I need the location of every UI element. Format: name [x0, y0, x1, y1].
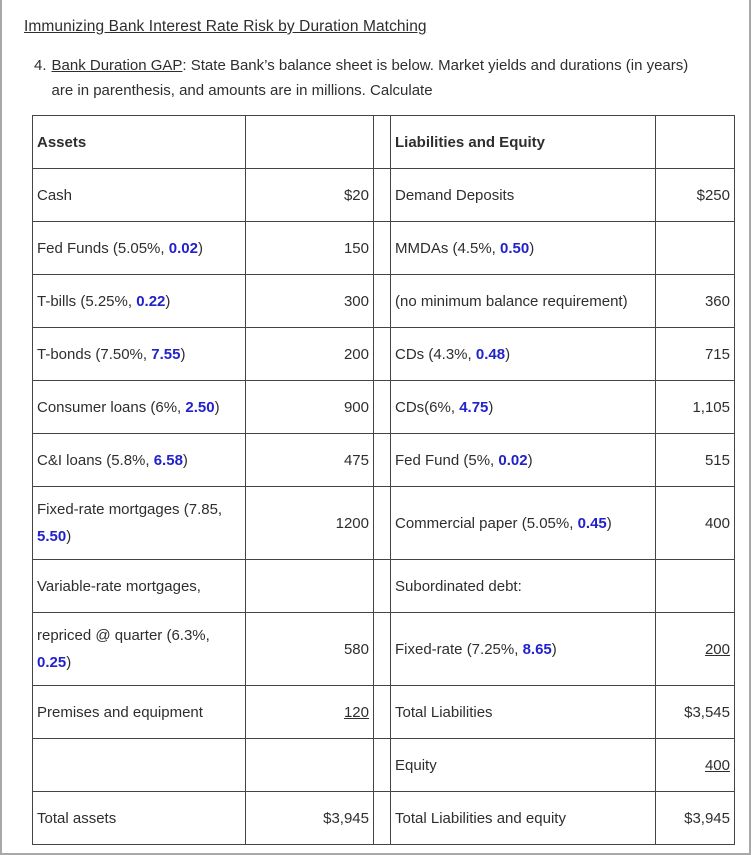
- liability-amount-cell: [656, 381, 735, 434]
- spacer-cell: [374, 739, 391, 792]
- asset-label-cell: Fed Funds (5.05%, 0.02): [33, 222, 246, 275]
- liabilities-header: Liabilities and Equity: [391, 116, 656, 169]
- liability-amount-cell: [656, 434, 735, 487]
- table-row: [33, 434, 735, 487]
- amount-value: 900: [343, 398, 369, 416]
- spacer-cell: [374, 792, 391, 845]
- asset-amount-cell: [246, 381, 374, 434]
- amount-value: 475: [343, 451, 369, 469]
- table-row: [33, 328, 735, 381]
- duration-value: 5.50: [37, 528, 67, 545]
- table-row: [33, 169, 735, 222]
- table-row: [33, 487, 735, 560]
- spacer-cell: [374, 487, 391, 560]
- liability-label-cell: Subordinated debt:: [391, 560, 656, 613]
- table-row: [33, 792, 735, 845]
- liability-label-cell: Fed Fund (5%, 0.02): [391, 434, 656, 487]
- amount-value: 715: [704, 345, 730, 363]
- liability-label-cell: Demand Deposits: [391, 169, 656, 222]
- spacer-cell: [374, 328, 391, 381]
- amount-value: 580: [343, 640, 369, 658]
- table-row: [33, 560, 735, 613]
- problem-text-line2: are in parenthesis, and amounts are in millions. Calculate: [51, 82, 433, 99]
- amount-value: 150: [343, 239, 369, 257]
- asset-amount-cell: [246, 328, 374, 381]
- asset-amount-cell: [246, 434, 374, 487]
- assets-header: Assets: [33, 116, 246, 169]
- duration-value: 0.50: [500, 239, 530, 257]
- amount-value: 400: [704, 756, 730, 774]
- duration-value: 2.50: [185, 398, 215, 416]
- duration-value: 0.25: [37, 654, 67, 671]
- asset-label-cell: [33, 739, 246, 792]
- balance-sheet-body: [33, 169, 735, 845]
- amount-value: $250: [696, 186, 730, 204]
- spacer-cell: [374, 434, 391, 487]
- problem-label: Bank Duration GAP: [51, 57, 183, 74]
- asset-amount-cell: [246, 739, 374, 792]
- table-header-row: [33, 116, 735, 169]
- asset-amount-cell: [246, 560, 374, 613]
- asset-amount-cell: [246, 275, 374, 328]
- duration-value: 0.02: [168, 239, 198, 257]
- duration-value: 0.22: [136, 292, 166, 310]
- liability-label-cell: CDs (4.3%, 0.48): [391, 328, 656, 381]
- assets-amount-header: [246, 116, 374, 169]
- spacer-cell: [374, 275, 391, 328]
- table-row: [33, 381, 735, 434]
- balance-sheet-table: [32, 115, 735, 845]
- asset-label-cell: T-bonds (7.50%, 7.55): [33, 328, 246, 381]
- amount-value: 360: [704, 292, 730, 310]
- problem-statement: [34, 53, 719, 103]
- asset-amount-cell: [246, 792, 374, 845]
- amount-value: 200: [704, 640, 730, 658]
- amount-value: 1200: [335, 514, 369, 532]
- spacer-cell: [374, 169, 391, 222]
- duration-value: 8.65: [522, 640, 552, 658]
- asset-amount-cell: [246, 487, 374, 560]
- amount-value: $3,945: [684, 809, 730, 827]
- table-row: [33, 739, 735, 792]
- asset-label-cell: C&I loans (5.8%, 6.58): [33, 434, 246, 487]
- liability-amount-cell: [656, 792, 735, 845]
- amount-value: 400: [704, 514, 730, 532]
- liability-amount-cell: [656, 169, 735, 222]
- table-row: [33, 222, 735, 275]
- liability-label-cell: MMDAs (4.5%, 0.50): [391, 222, 656, 275]
- liability-amount-cell: [656, 560, 735, 613]
- liability-label-cell: Total Liabilities: [391, 686, 656, 739]
- amount-value: 1,105: [692, 398, 730, 416]
- liability-label-cell: (no minimum balance requirement): [391, 275, 656, 328]
- liability-amount-cell: [656, 613, 735, 686]
- amount-value: $3,945: [323, 809, 369, 827]
- spacer-cell: [374, 381, 391, 434]
- liability-amount-cell: [656, 222, 735, 275]
- liability-label-cell: Commercial paper (5.05%, 0.45): [391, 487, 656, 560]
- amount-value: 200: [343, 345, 369, 363]
- liability-amount-cell: [656, 487, 735, 560]
- asset-label-cell: Fixed-rate mortgages (7.85, 5.50): [33, 487, 246, 560]
- spacer-cell: [374, 613, 391, 686]
- amount-value: 120: [343, 703, 369, 721]
- table-row: [33, 275, 735, 328]
- amount-value: 515: [704, 451, 730, 469]
- table-row: [33, 613, 735, 686]
- asset-label-cell: T-bills (5.25%, 0.22): [33, 275, 246, 328]
- asset-label-cell: Variable-rate mortgages,: [33, 560, 246, 613]
- asset-amount-cell: [246, 222, 374, 275]
- asset-amount-cell: [246, 686, 374, 739]
- liability-amount-cell: [656, 275, 735, 328]
- page-title: Immunizing Bank Interest Rate Risk by Duration Matching: [24, 18, 427, 35]
- liability-label-cell: Equity: [391, 739, 656, 792]
- spacer-column-header: [374, 116, 391, 169]
- duration-value: 7.55: [151, 345, 181, 363]
- amount-value: $3,545: [684, 703, 730, 721]
- liabilities-amount-header: [656, 116, 735, 169]
- amount-value: 300: [343, 292, 369, 310]
- asset-label-cell: Cash: [33, 169, 246, 222]
- spacer-cell: [374, 560, 391, 613]
- asset-label-cell: Total assets: [33, 792, 246, 845]
- duration-value: 6.58: [153, 451, 183, 469]
- problem-text: [52, 53, 689, 103]
- liability-label-cell: Total Liabilities and equity: [391, 792, 656, 845]
- liability-label-cell: Fixed-rate (7.25%, 8.65): [391, 613, 656, 686]
- liability-amount-cell: [656, 328, 735, 381]
- asset-label-cell: Premises and equipment: [33, 686, 246, 739]
- liability-amount-cell: [656, 686, 735, 739]
- asset-amount-cell: [246, 169, 374, 222]
- problem-number: 4.: [34, 57, 47, 74]
- liability-amount-cell: [656, 739, 735, 792]
- asset-amount-cell: [246, 613, 374, 686]
- duration-value: 0.02: [498, 451, 528, 469]
- asset-label-cell: Consumer loans (6%, 2.50): [33, 381, 246, 434]
- spacer-cell: [374, 686, 391, 739]
- spacer-cell: [374, 222, 391, 275]
- duration-value: 4.75: [459, 398, 489, 416]
- duration-value: 0.48: [475, 345, 506, 363]
- table-row: [33, 686, 735, 739]
- problem-text-line1: : State Bank’s balance sheet is below. Market yields and durations (in years): [182, 57, 689, 74]
- amount-value: $20: [343, 186, 369, 204]
- asset-label-cell: repriced @ quarter (6.3%, 0.25): [33, 613, 246, 686]
- liability-label-cell: CDs(6%, 4.75): [391, 381, 656, 434]
- duration-value: 0.45: [577, 514, 607, 532]
